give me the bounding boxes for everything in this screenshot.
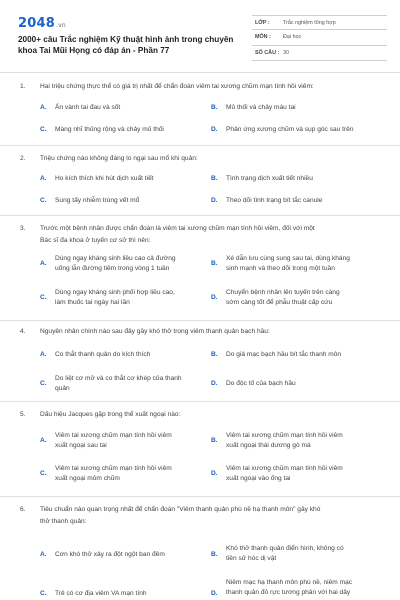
site-logo[interactable] [18,16,66,31]
question-text-line: Trước một bệnh nhân được chẩn đoán là viêm tai xương chũm mạn tính hồi viêm, đối với một [40,225,315,232]
logo-suffix: .vn [55,22,66,29]
option-line: tiền sử hóc dị vật [226,555,277,562]
option-letter: C. [40,294,47,301]
option-letter: D. [211,470,218,477]
option-letter: C. [40,197,47,204]
option-line: Xé dẫn lưu cùng sung sau tai, dùng kháng [226,255,350,262]
option-line: Trẻ có cơ địa viêm VA mạn tính [55,590,147,597]
option-text [226,379,296,389]
option-letter: A. [40,351,47,358]
option-line: Khó thở thanh quản điển hình, không có [226,545,344,552]
option-line: xuất ngoại vào ống tai [226,475,291,482]
option-text [226,350,341,360]
option-text [226,288,340,308]
question-number: 4. [20,328,26,335]
option-line: Viêm tai xương chũm mạn tính hồi viêm [226,432,343,439]
option-text [226,464,343,484]
option-text [55,288,175,308]
option-letter: A. [40,104,47,111]
option-text: Ho kích thích khi hút dịch xuất tiết [55,175,154,182]
option-line: quản [55,385,70,392]
option-letter: D. [211,197,218,204]
option-line: Dùng ngay kháng sinh liều cao cả đường [55,255,176,262]
option-letter: D. [211,126,218,133]
option-text [226,254,350,274]
option-line: Chuyển bệnh nhân lên tuyến trên càng [226,289,340,296]
option-line: Co thắt thanh quản do kích thích [55,351,151,358]
question-text: Triệu chứng nào không đáng lo ngại sau mổ khi quản: [40,155,198,162]
option-line: sớm càng tốt để phẫu thuật cấp cứu [226,299,333,306]
option-letter: B. [211,260,218,267]
question-text [40,223,370,246]
option-letter: A. [40,175,47,182]
logo-text: 2048 [18,16,55,31]
option-letter: C. [40,470,47,477]
option-text [55,254,176,274]
option-text: Sung tấy nhiễm trùng vết mổ [55,197,140,204]
option-line: Dùng ngay kháng sinh phối hợp liều cao, [55,289,175,296]
question-text: Nguyên nhân chính nào sau đây gây khó thở trong viêm thanh quản bạch hầu: [40,328,270,335]
option-line: xuất ngoại thái dương gò má [226,442,311,449]
meta-label: SỐ CÂU : [255,49,280,56]
option-text [55,431,172,451]
option-letter: D. [211,590,218,597]
option-text: Tình trạng dịch xuất tiết nhiều [226,175,313,182]
option-line: Niêm mạc hạ thanh môn phù nề, niêm mạc [226,579,353,586]
option-line: xuất ngoại sau tai [55,442,107,449]
option-letter: B. [211,104,218,111]
question-number: 5. [20,411,26,418]
document-title: 2000+ câu Trắc nghiệm Kỹ thuật hình ảnh trong chuyên khoa Tai Mũi Họng có đáp án - Phần 77 [18,35,234,55]
question-number: 2. [20,155,26,162]
option-line: Do giả mạc bạch hầu bít tắc thanh môn [226,351,342,358]
option-line: uống lẫn đường tiêm trong vòng 1 tuần [55,265,170,272]
option-letter: A. [40,260,47,267]
question-text [40,504,370,527]
option-line: Viêm tai xương chũm mạn tính hồi viêm [226,465,343,472]
option-line: Do độc tố của bạch hầu [226,380,296,387]
option-letter: A. [40,551,47,558]
header-divider [0,72,400,73]
question-text: Hai triệu chứng thực thể có giá trị nhất để chẩn đoán viêm tai xương chũm mạn tính hồi viêm: [40,83,314,90]
option-line: Viêm tai xương chũm mạn tính hồi viêm [55,432,172,439]
option-letter: C. [40,126,47,133]
option-text [55,589,147,599]
question-number: 3. [20,225,26,232]
option-letter: B. [211,175,218,182]
option-letter: D. [211,380,218,387]
option-text: Theo dõi tình trạng bít tắc canule [226,197,323,204]
option-line: sinh mạnh và theo dõi trong một tuần [226,265,335,272]
meta-value: 30 [283,49,289,56]
option-letter: B. [211,551,218,558]
question-text-line: Bác sĩ đa khoa ở tuyến cơ sở thì nên: [40,236,151,244]
meta-value: Trắc nghiệm tổng hợp [283,20,336,26]
question-separator [0,496,400,497]
option-text [226,431,343,451]
option-line: làm thuốc tai ngày hai lần [55,299,130,306]
option-text: Ấn vành tai đau và sốt [55,104,121,111]
meta-value: Đại học [283,34,302,41]
question-separator [0,215,400,216]
question-text-line: thở thanh quản: [40,517,87,525]
option-text: Phản ứng xương chũm và sụp góc sau trên [226,126,354,133]
option-letter: C. [40,380,47,387]
option-line: thanh quản đỏ rực tương phản với hai dây [226,589,351,596]
meta-row-subject [252,30,387,45]
option-letter: C. [40,590,47,597]
option-text [226,544,344,564]
option-text [55,464,172,484]
meta-row-count [252,46,387,61]
meta-row-class [252,15,387,30]
question-number: 1. [20,83,26,90]
option-line: Viêm tai xương chũm mạn tính hồi viêm [55,465,172,472]
option-line: Cơn khó thở xảy ra đột ngột ban đêm [55,551,165,558]
option-text [55,374,182,394]
page-header [0,0,400,68]
question-text: Dấu hiệu Jacques gặp trong thể xuất ngoại nào: [40,411,181,418]
question-text-line: Tiêu chuẩn nào quan trọng nhất để chẩn đoán "Viêm thanh quản phù nề hạ thanh môn" gây khó [40,506,321,513]
option-letter: D. [211,294,218,301]
option-text: Mủ thối và chảy máu tai [226,104,296,111]
question-separator [0,145,400,146]
question-number: 6. [20,506,26,513]
option-line: Do liệt cơ mở và co thắt cơ khép của thanh [55,375,182,382]
option-text [55,550,165,560]
option-letter: B. [211,351,218,358]
question-separator [0,401,400,402]
meta-label: LỚP : [255,20,270,26]
option-letter: A. [40,437,47,444]
option-text [55,350,150,360]
meta-label: MÔN : [255,34,271,41]
option-text [226,578,352,598]
option-text: Màng nhĩ thủng rộng và chảy mủ thối [55,126,164,133]
option-line: xuất ngoại mỏm chũm [55,475,120,482]
question-separator [0,320,400,321]
meta-table [252,15,387,61]
option-letter: B. [211,437,218,444]
